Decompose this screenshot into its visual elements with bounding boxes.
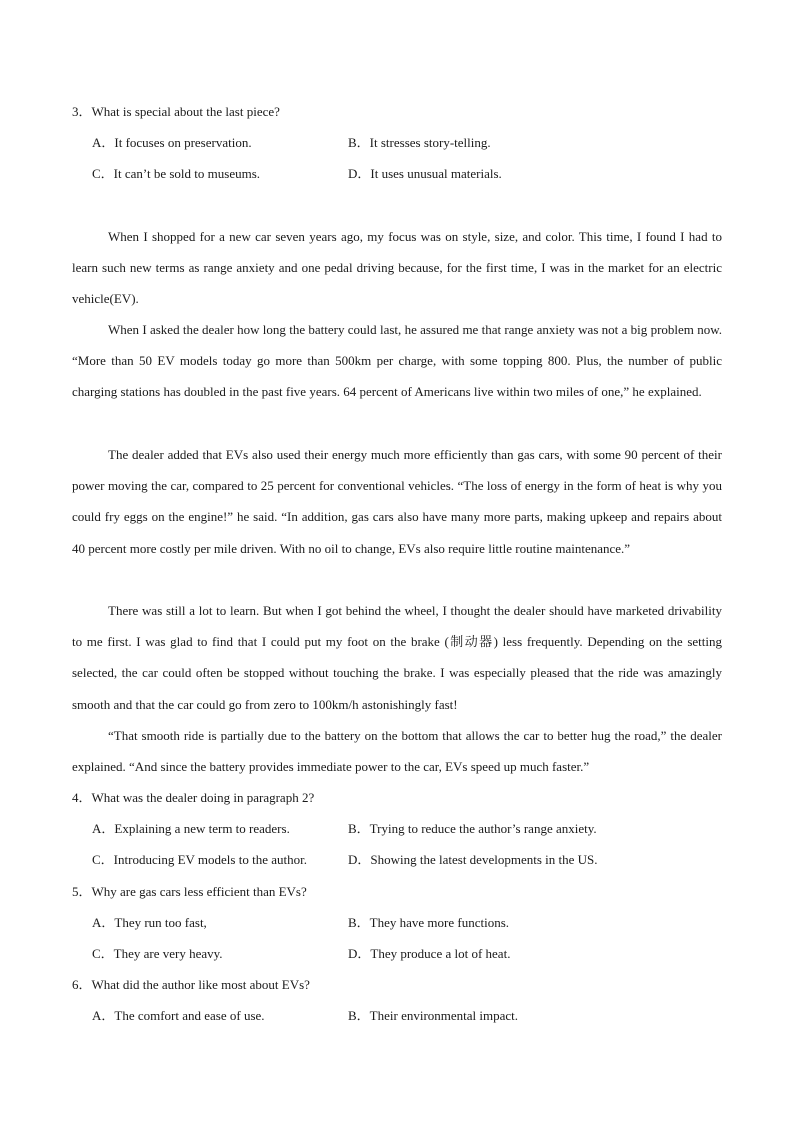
question-4-option-c: C．Introducing EV models to the author. [92,852,307,867]
question-5-option-c: C．They are very heavy. [92,946,223,961]
passage-paragraph-3: The dealer added that EVs also used their energy much more efficiently than gas cars, with some 90 percent of their power moving the car, compared to 25 percent for conventional vehicles. “The loss of energy in the form of heat is why you could fry eggs on the engine!” he said. “In addition, gas cars also have many more parts, making upkeep and repairs about 40 percent more costly per mile driven. With no oil to change, EVs also require little routine maintenance.” [72,447,722,556]
passage-paragraph-5: “That smooth ride is partially due to the battery on the bottom that allows the car to better hug the road,” the dealer explained. “And since the battery provides immediate power to the car, EVs speed up much faster.” [72,728,722,775]
passage-paragraph-1: When I shopped for a new car seven years ago, my focus was on style, size, and color. This time, I found I had to learn such new terms as range anxiety and one pedal driving because, for the first time, I was in the market for an electric vehicle(EV). [72,229,722,307]
question-6-option-b: B．Their environmental impact. [348,1008,519,1023]
question-3-stem: 3．What is special about the last piece? [72,104,280,119]
question-4-stem: 4．What was the dealer doing in paragraph 2? [72,790,315,805]
question-5-option-b: B．They have more functions. [348,915,510,930]
passage-paragraph-4: There was still a lot to learn. But when I got behind the wheel, I thought the dealer should have marketed drivability to me first. I was glad to find that I could put my foot on the brake (制动器) less frequently. Depending on the setting selected, the car could often be stopped without touching the brake. I was especially pleased that the ride was amazingly smooth and that the car could go from zero to 100km/h astonishingly fast! [72,603,722,712]
question-4-option-b: B．Trying to reduce the author’s range anxiety. [348,821,597,836]
question-5-stem: 5．Why are gas cars less efficient than EVs? [72,884,307,899]
question-4-option-a: A．Explaining a new term to readers. [92,821,290,836]
question-3-option-b: B．It stresses story-telling. [348,135,491,150]
question-4-option-d: D．Showing the latest developments in the US. [348,852,598,867]
question-5-option-a: A．They run too fast, [92,915,207,930]
question-3-option-a: A．It focuses on preservation. [92,135,252,150]
question-5-option-d: D．They produce a lot of heat. [348,946,511,961]
question-3-option-d: D．It uses unusual materials. [348,166,502,181]
question-6-stem: 6．What did the author like most about EVs? [72,977,310,992]
question-3-option-c: C．It can’t be sold to museums. [92,166,261,181]
passage-paragraph-2: When I asked the dealer how long the battery could last, he assured me that range anxiety was not a big problem now. “More than 50 EV models today go more than 500km per charge, with some topping 800. Plus, the number of public charging stations has doubled in the past five years. 64 percent of Americans live within two miles of one,” he explained. [72,322,722,400]
question-6-option-a: A．The comfort and ease of use. [92,1008,265,1023]
